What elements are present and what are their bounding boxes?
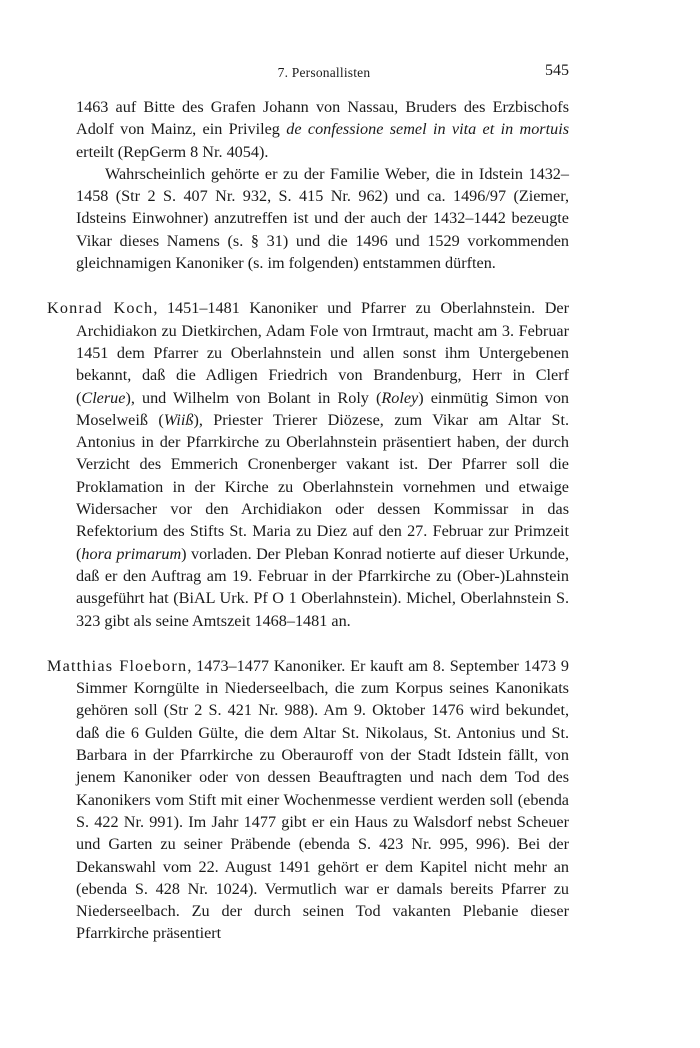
italic-term: Clerue [81,388,126,407]
page-header [79,62,569,86]
text-run: , 1473–1477 Kanoniker. Er kauft am 8. September 1473 9 Simmer Korngülte in Niederseelbach, die zum Korpus seines Kanonikats gehören soll (Str 2 S. 421 Nr. 988). Am 9. Oktober 1476 wird bekundet, daß die 6 Gulden Gülte, die dem Altar St. Nikolaus, St. Antonius und St. Barbara in der Pfarrkirche zu Oberauroff von der Stadt Idstein fällt, von jenem Kanoniker oder von dessen Beauftragten und nach dem Tod des Kanonikers vom Stift mit einer Wochenmesse verdient werden soll (ebenda S. 422 Nr. 991). Im Jahr 1477 gibt er ein Haus zu Walsdorf nebst Scheuer und Garten zu seiner Präbende (ebenda S. 423 Nr. 995, 996). Bei der Dekanswahl vom 22. August 1491 gehört er dem Kapitel nicht mehr an (ebenda S. 428 Nr. 1024). Vermutlich war er damals bereits Pfarrer zu Niederseelbach. Zu der durch seinen Tod vakanten Plebanie dieser Pfarrkirche präsentiert [76,656,570,943]
entry-matthias-floeborn [47,655,569,945]
entry-name: Matthias Floeborn [47,656,188,675]
text-run: ), und Wilhelm von Bolant in Roly ( [125,388,382,407]
text-run: ) einmütig Simon von Moselweiß ( [76,388,570,429]
italic-term: Roley [381,388,419,407]
page-body [47,96,569,945]
italic-term: hora primarum [81,544,182,563]
paragraph-continuation [47,96,569,163]
text-run: , 1451–1481 Kanoniker und Pfarrer zu Oberlahnstein. Der Archidiakon zu Dietkirchen, Adam Fole von Irmtraut, macht am 3. Februar 1451 dem Pfarrer zu Oberlahnstein und allen sonst ihm Untergebenen bekannt, daß die Adligen Friedrich von Brandenburg, Herr in Clerf ( [76,299,569,407]
page-number: 545 [545,62,569,79]
italic-term: Wiiß [163,410,194,429]
text-run: 1463 auf Bitte des Grafen Johann von Nassau, Bruders des Erzbischofs Adolf von Mainz, ein Privileg [76,98,569,139]
entry-name: Konrad Koch [47,299,154,318]
entry-konrad-koch [47,297,569,631]
text-run: erteilt (RepGerm 8 Nr. 4054). [76,142,269,161]
text-run: ), Priester Trierer Diözese, zum Vikar am Altar St. Antonius in der Pfarrkirche zu Oberlahnstein präsentiert haben, der durch Verzicht des Emmerich Cronenberger vakant ist. Der Pfarrer soll die Proklamation in der Kirche zu Oberlahnstein vornehmen und etwaige Widersacher vor den Archidiakon oder dessen Kommissar in das Refektorium des Stifts St. Maria zu Diez auf den 27. Februar zur Primzeit ( [76,410,569,563]
text-run: ) vorladen. Der Pleban Konrad notierte auf dieser Urkunde, daß er den Auftrag am 19. Februar in der Pfarrkirche zu (Ober-)Lahnstein ausgeführt hat (BiAL Urk. Pf O 1 Oberlahnstein). Michel, Oberlahnstein S. 323 gibt als seine Amtszeit 1468–1481 an. [76,544,570,630]
latin-phrase: de confessione semel in vita et in mortuis [286,120,569,139]
paragraph-weber: Wahrscheinlich gehörte er zu der Familie Weber, die in Idstein 1432–1458 (Str 2 S. 407 Nr. 932, S. 415 Nr. 962) und ca. 1496/97 (Ziemer, Idsteins Einwohner) anzutreffen ist und der auch der 1432–1442 bezeugte Vikar dieses Namens (s. § 31) und die 1496 und 1529 vorkommenden gleichnamigen Kanoniker (s. im folgenden) entstammen dürften. [76,164,569,273]
running-title: 7. Personallisten [277,65,371,80]
